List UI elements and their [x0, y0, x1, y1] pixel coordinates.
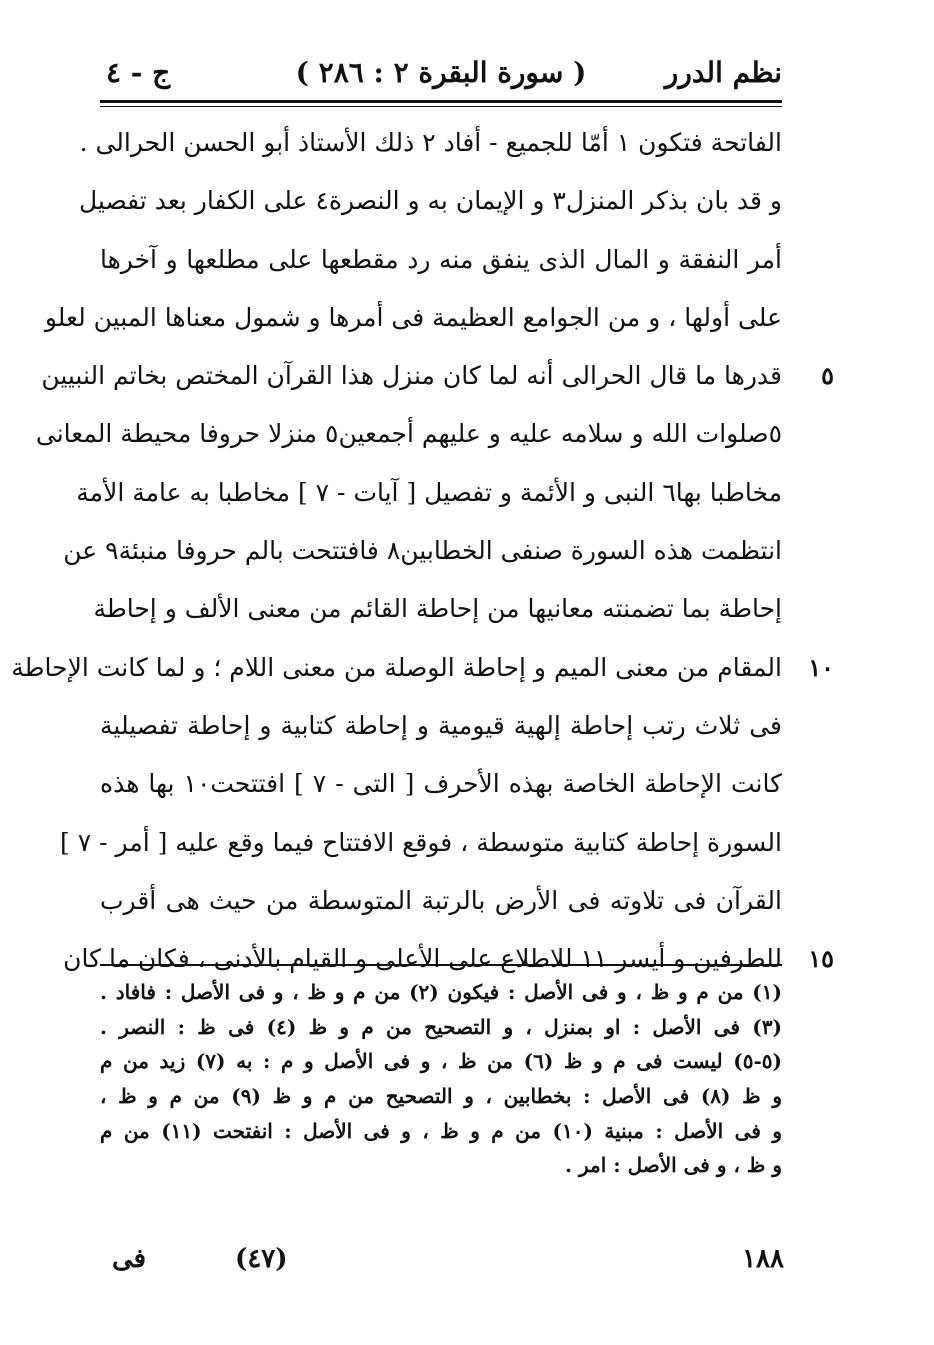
running-header [100, 50, 782, 98]
main-text [11, 120, 834, 994]
page-number: ١٨٨ [742, 1244, 784, 1274]
footnote-line: و ظ (٨) فى الأصل : بخطابين ، و التصحيح من م و ظ (٩) من م و ظ ، [100, 1084, 782, 1109]
line-text: على أولها ، و من الجوامع العظيمة فى أمرها و شمول معناها المبين لعلو [44, 302, 782, 332]
line-text: إحاطة بما تضمنته معانيها من إحاطة القائم من معنى الألف و إحاطة [93, 594, 782, 624]
text-line [60, 820, 782, 878]
footnote-line: و فى الأصل : مبنية (١٠) من م و ظ ، و فى الأصل : انفتحت (١١) من م [100, 1118, 782, 1143]
footnote-separator [100, 964, 782, 966]
line-text: للطرفين و أيسر ١١ للاطلاع على الأعلى و القيام بالأدنى ، فكان ما كان [63, 944, 782, 974]
text-line [100, 761, 782, 819]
line-number: ١٥ [808, 944, 834, 974]
line-text: الفاتحة فتكون ١ أمّا للجميع - أفاد ٢ ذلك الأستاذ أبو الحسن الحرالى . [79, 128, 782, 157]
line-text: فى ثلاث رتب إحاطة إلهية قيومية و إحاطة كتابية و إحاطة تفصيلية [100, 710, 782, 740]
header-rule-thin [100, 106, 782, 107]
footnote-line: (١) من م و ظ ، و فى الأصل : فيكون (٢) من م و ظ ، و فى الأصل : فافاد . [100, 980, 782, 1004]
text-line [100, 878, 782, 936]
line-text: كانت الإحاطة الخاصة بهذه الأحرف [ التى - ٧ ] افتتحت١٠ بها هذه [100, 769, 782, 799]
line-text: انتظمت هذه السورة صنفى الخطابين٨ فافتتحت بالم حروفا منبئة٩ عن [63, 536, 782, 566]
signature-mark: (٤٧) [235, 1244, 288, 1274]
footnote-line: (٥-٥) ليست فى م و ظ (٦) من ظ ، و فى الأصل و م : به (٧) زيد من م [100, 1049, 782, 1074]
line-text: أمر النفقة و المال الذى ينفق منه رد مقطعها على مطلعها و آخرها [100, 244, 782, 274]
line-text: المقام من معنى الميم و إحاطة الوصلة من معنى اللام ؛ و لما كانت الإحاطة [11, 652, 782, 682]
text-line [93, 586, 782, 644]
text-line [100, 703, 782, 761]
footnote-line: و ظ ، و فى الأصل : امر . [565, 1153, 782, 1178]
volume-number: ج - ٤ [106, 56, 171, 89]
line-text: و قد بان بذكر المنزل٣ و الإيمان به و النصرة٤ على الكفار بعد تفصيل [79, 186, 782, 216]
surah-reference: ( سورة البقرة ٢ : ٢٨٦ ) [295, 56, 587, 89]
text-line [100, 237, 782, 295]
line-number: ٥ [821, 361, 834, 391]
header-rule-thick [100, 100, 782, 103]
line-text: القرآن فى تلاوته فى الأرض بالرتبة المتوسطة من حيث هى أقرب [100, 885, 782, 915]
line-text: ٥صلوات الله و سلامه عليه و عليهم أجمعين٥ منزلا حروفا محيطة المعانى [35, 419, 782, 449]
footnotes [100, 975, 782, 1183]
book-title: نظم الدرر [664, 56, 782, 89]
footnote-line: (٣) فى الأصل : او بمنزل ، و التصحيح من م و ظ (٤) فى ظ : النصر . [100, 1014, 782, 1039]
text-line [79, 120, 782, 178]
line-text: مخاطبا بها٦ النبى و الأئمة و تفصيل [ آيات - ٧ ] مخاطبا به عامة الأمة [76, 477, 782, 507]
text-line [35, 411, 782, 469]
text-line [63, 528, 782, 586]
line-number: ١٠ [808, 652, 834, 682]
line-text: قدرها ما قال الحرالى أنه لما كان منزل هذا القرآن المختص بخاتم النبيين [41, 361, 782, 391]
line-text: السورة إحاطة كتابية متوسطة ، فوقع الافتتاح فيما وقع عليه [ أمر - ٧ ] [60, 827, 782, 857]
text-line [11, 645, 834, 703]
text-line [44, 295, 782, 353]
catchword: فى [112, 1244, 147, 1274]
text-line [76, 470, 782, 528]
text-line [79, 178, 782, 236]
text-line [41, 353, 834, 411]
